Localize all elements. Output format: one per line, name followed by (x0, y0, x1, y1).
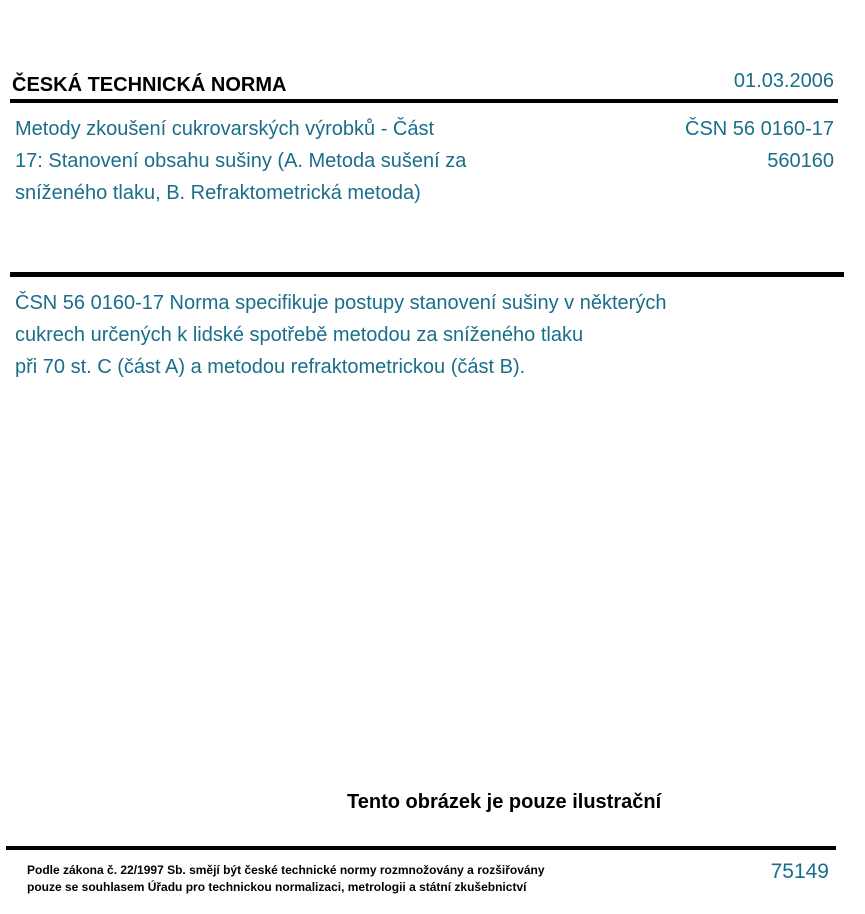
standard-identifiers (685, 113, 834, 177)
abstract-line: ČSN 56 0160-17 Norma specifikuje postupy stanovení sušiny v některých (15, 292, 667, 314)
footer-divider (6, 846, 836, 850)
standard-code: ČSN 56 0160-17 (685, 118, 834, 140)
standard-title-line: Metody zkoušení cukrovarských výrobků - Část (15, 118, 435, 140)
publication-date: 01.03.2006 (733, 70, 834, 92)
standard-title (15, 113, 535, 209)
legal-notice-line: pouze se souhlasem Úřadu pro technickou normalizaci, metrologii a státní zkušebnictví (27, 880, 527, 894)
legal-notice (27, 862, 545, 896)
standard-title-line: sníženého tlaku, B. Refraktometrická metoda) (15, 182, 421, 204)
standard-class-number: 560160 (767, 150, 834, 172)
legal-notice-line: Podle zákona č. 22/1997 Sb. smějí být české technické normy rozmnožovány a rozšiřovány (27, 863, 545, 877)
illustrative-note: Tento obrázek je pouze ilustrační (347, 791, 662, 813)
section-divider (10, 272, 844, 277)
document-header-title: ČESKÁ TECHNICKÁ NORMA (12, 74, 287, 96)
abstract (15, 287, 815, 383)
header-divider (10, 99, 838, 103)
abstract-line: cukrech určených k lidské spotřebě metodou za sníženého tlaku (15, 324, 584, 346)
standard-title-line: 17: Stanovení obsahu sušiny (A. Metoda sušení za (15, 150, 467, 172)
abstract-line: při 70 st. C (část A) a metodou refraktometrickou (část B). (15, 356, 526, 378)
document-number: 75149 (770, 860, 829, 883)
